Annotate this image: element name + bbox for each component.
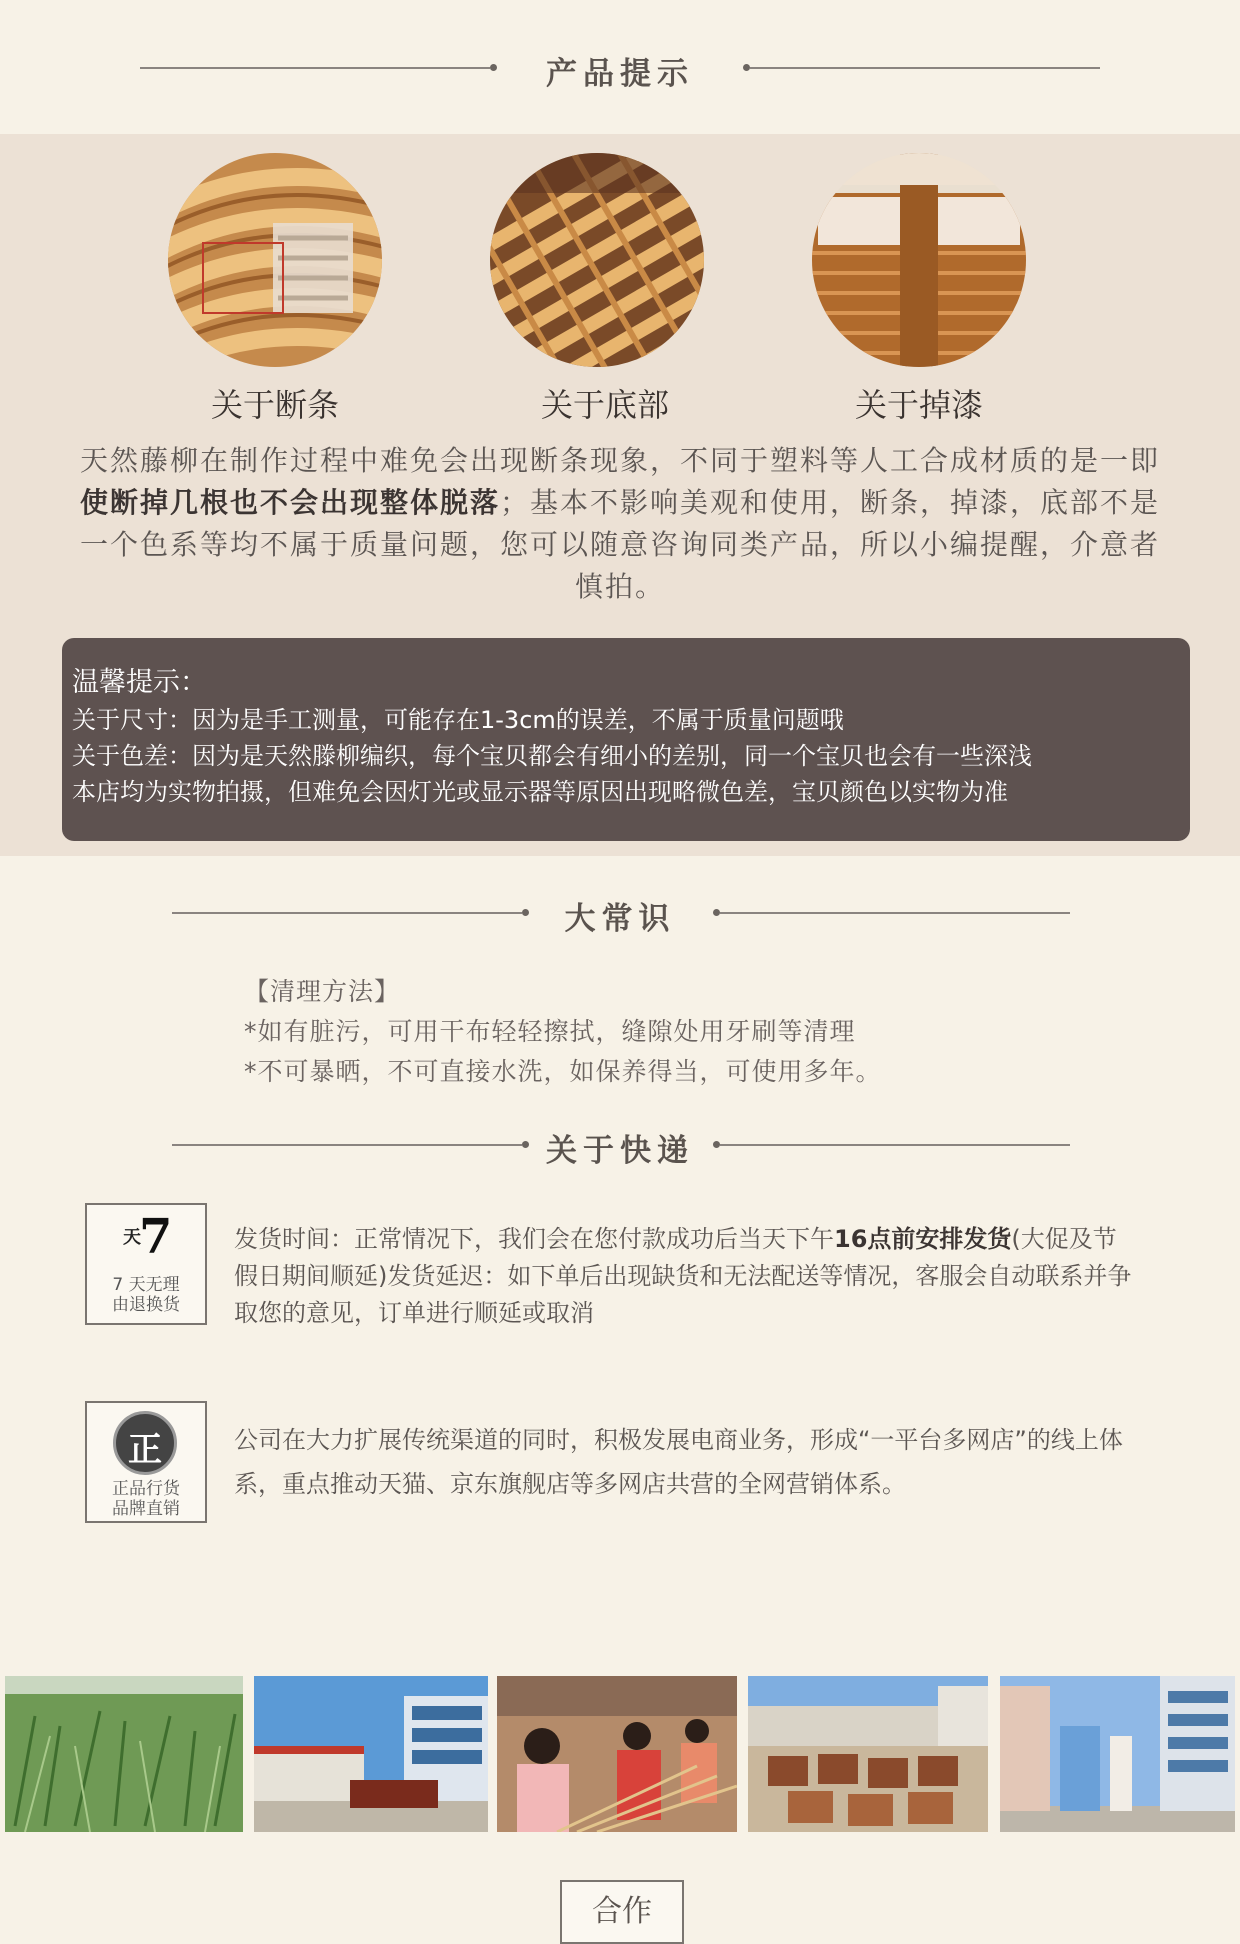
badge-tian-char: 天: [123, 1227, 141, 1248]
product-description: [68, 440, 1172, 608]
factory-building-photo: [254, 1676, 488, 1832]
seven-day-return-badge: [85, 1203, 207, 1325]
description-text-1: 天然藤柳在制作过程中难免会出现断条现象，不同于塑料等人工合成材质的是一即: [79, 444, 1160, 477]
willow-field-photo: [5, 1676, 243, 1832]
feature-label-break: 关于断条: [210, 386, 339, 424]
care-heading: 【清理方法】: [244, 977, 401, 1006]
knowledge-heading: [0, 883, 1240, 943]
description-emphasis: 使断掉几根也不会出现整体脱落: [79, 486, 500, 519]
genuine-product-badge: [85, 1401, 207, 1523]
storage-basket-photo: [812, 153, 1026, 367]
care-tip-1: *如有脏污，可用干布轻轻擦拭，缝隙处用牙刷等清理: [244, 1017, 856, 1046]
shipping-text-1: 发货时间：正常情况下，我们会在您付款成功后当天下午: [234, 1225, 834, 1253]
shipping-text-2: (大促及节假日期间顺延)发货延迟：如下单后出现缺货和无法配送等情况，客服会自动联系并争取您的意见，订单进行顺延或取消: [234, 1225, 1132, 1327]
rattan-weave-break-photo: [168, 153, 382, 367]
shipping-title: 关于快递: [546, 1133, 694, 1169]
shield-icon: [113, 1411, 177, 1475]
heading-dot-right: [743, 64, 750, 71]
company-gate-photo: [1000, 1676, 1235, 1832]
heading-dot-right: [713, 1141, 720, 1148]
warm-tips-box: [62, 638, 1190, 841]
basket-bottom-photo: [490, 153, 704, 367]
warehouse-yard-photo: [748, 1676, 988, 1832]
shipping-time-text: [234, 1221, 1134, 1332]
weavers-workshop-photo: [497, 1676, 737, 1832]
badge2-line2: 品牌直销: [112, 1499, 180, 1519]
warm-tips-color: 关于色差：因为是天然滕柳编织，每个宝贝都会有细小的差别，同一个宝贝也会有一些深浅: [72, 742, 1032, 770]
warm-tips-title: 温馨提示：: [72, 667, 207, 698]
cooperation-label: 合作: [560, 1880, 684, 1944]
heading-rule-right: [750, 67, 1100, 69]
shipping-heading: [0, 1115, 1240, 1175]
product-tips-title: 产品提示: [546, 56, 694, 92]
badge2-line1: 正品行货: [112, 1479, 180, 1499]
shield-mark: 正: [128, 1430, 162, 1470]
seven-icon: 7: [139, 1209, 173, 1265]
badge1-line1: 7 天无理: [112, 1275, 180, 1295]
feature-label-paint: 关于掉漆: [854, 386, 983, 424]
heading-dot-right: [713, 909, 720, 916]
knowledge-title: 大常识: [564, 901, 676, 937]
care-tip-2: *不可暴晒，不可直接水洗，如保养得当，可使用多年。: [244, 1057, 882, 1086]
company-text: 公司在大力扩展传统渠道的同时，积极发展电商业务，形成“一平台多网店”的线上体系，重点推动天猫、京东旗舰店等多网店共营的全网营销体系。: [234, 1426, 1123, 1498]
warm-tips-photo: 本店均为实物拍摄，但难免会因灯光或显示器等原因出现略微色差，宝贝颜色以实物为准: [72, 778, 1008, 806]
badge1-line2: 由退换货: [112, 1295, 180, 1315]
warm-tips-size: 关于尺寸：因为是手工测量，可能存在1-3cm的误差，不属于质量问题哦: [72, 706, 844, 734]
product-tips-heading: [0, 38, 1240, 98]
description-text-2: ；基本不影响美观和使用，断条，掉漆，底部不是一个色系等均不属于质量问题，您可以随意咨询同类产品，所以小编提醒，介意者慎拍。: [79, 486, 1161, 603]
heading-rule-right: [720, 1144, 1070, 1146]
heading-rule-right: [720, 912, 1070, 914]
shipping-emphasis: 16点前安排发货: [834, 1225, 1012, 1253]
feature-label-bottom: 关于底部: [540, 386, 669, 424]
